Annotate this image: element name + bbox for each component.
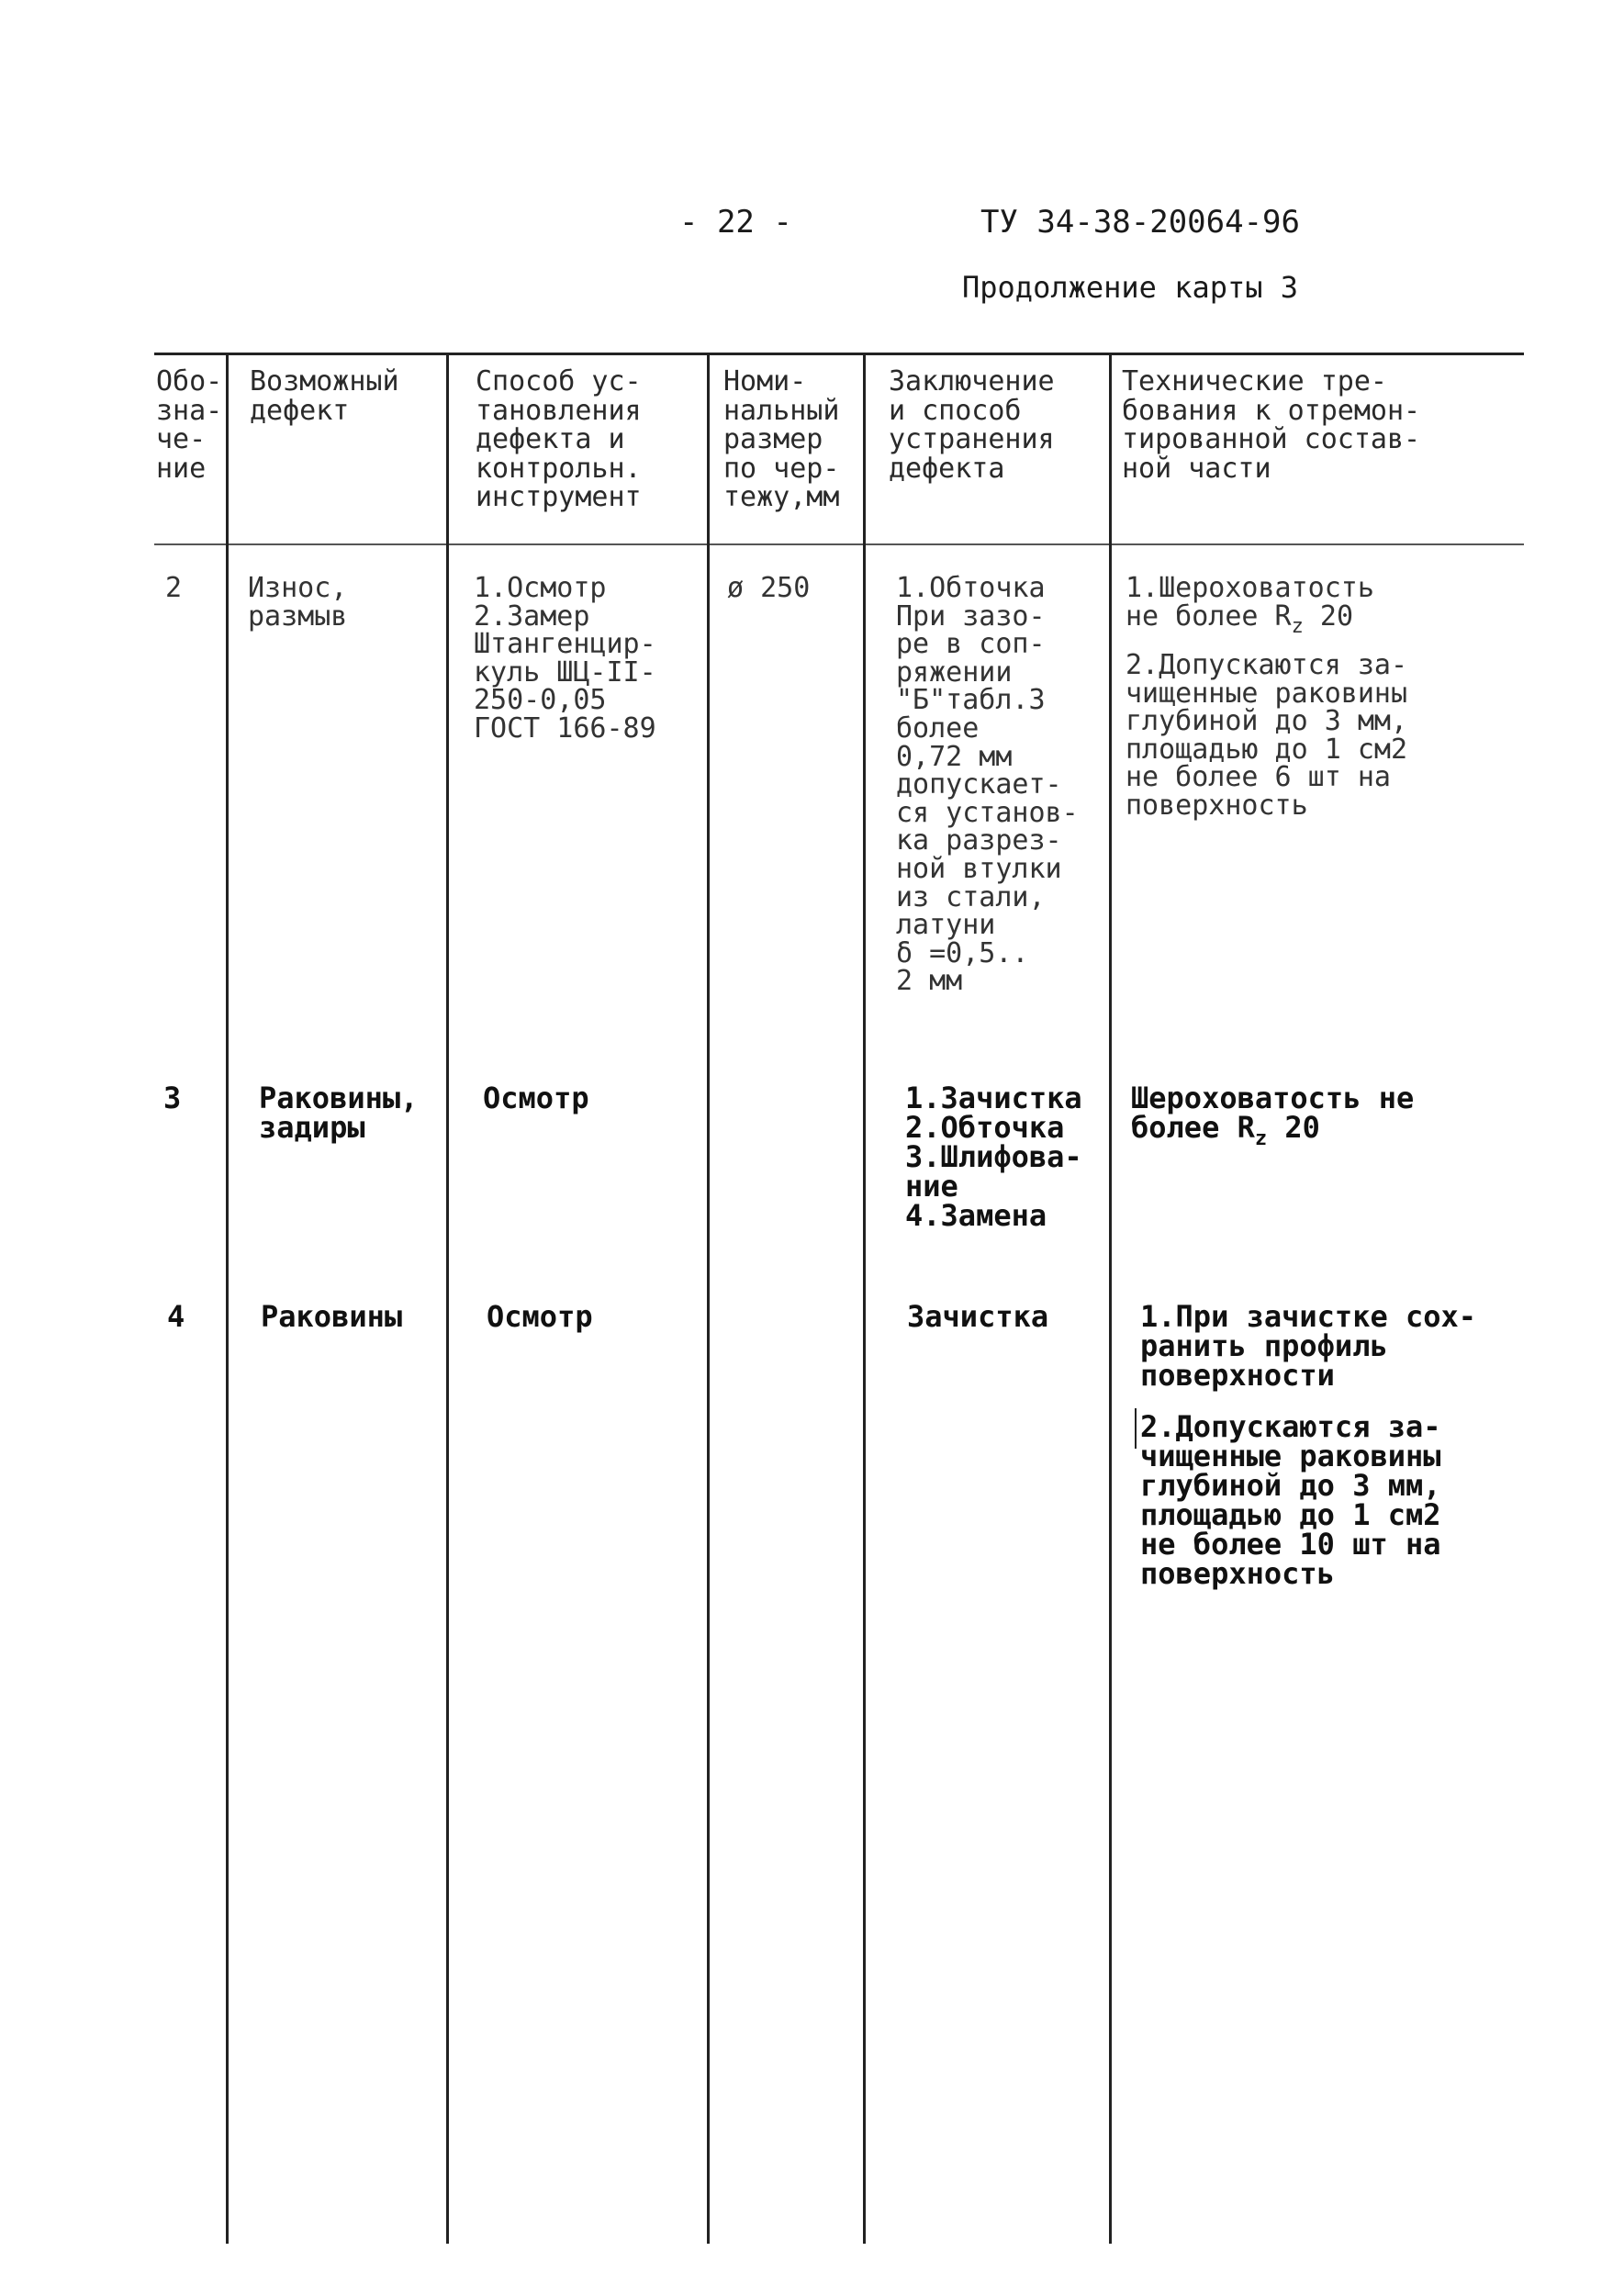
row-designation: 4 — [167, 1299, 185, 1334]
column-header-method: Способ ус- тановления дефекта и контрольн. инструмент — [476, 365, 642, 513]
row-defect: Износ, размыв — [248, 572, 348, 633]
row-method: Осмотр — [483, 1081, 589, 1115]
row-nominal: ø 250 — [727, 572, 811, 604]
margin-mark — [1135, 1408, 1137, 1449]
row-defect: Раковины — [261, 1299, 403, 1334]
row-requirement-1: 1.Шероховатость не более $R_z$ 20 — [1126, 572, 1374, 638]
row-method: Осмотр — [487, 1299, 593, 1334]
column-header-requirements: Технические тре- бования к отремон- тированной состав- ной части — [1122, 365, 1421, 485]
row-defect: Раковины, задиры — [259, 1081, 419, 1145]
column-header-defect: Возможный дефект — [250, 365, 399, 427]
row-remedy: Зачистка — [907, 1299, 1049, 1334]
row-designation: 2 — [165, 572, 183, 604]
row-method: 1.Осмотр 2.Замер Штангенцир- куль ШЦ-II- 250-0,05 ГОСТ 166-89 — [474, 572, 656, 745]
table-top-rule — [154, 353, 1524, 355]
column-header-nominal: Номи- нальный размер по чер- тежу,мм — [723, 365, 840, 513]
row-requirement-1: 1.При зачистке сох- ранить профиль поверхности — [1140, 1299, 1477, 1393]
row-designation: 3 — [163, 1081, 182, 1115]
row-requirement-2: 2.Допускаются за- чищенные раковины глубиной до 3 мм, площадью до 1 см2 не более 6 шт на поверхность — [1126, 649, 1408, 822]
column-divider-3 — [707, 353, 710, 2244]
row-requirement-1: Шероховатость не более $R_z$ 20 — [1131, 1081, 1415, 1150]
page-number: - 22 - — [679, 204, 792, 241]
column-divider-1 — [226, 353, 229, 2244]
column-divider-4 — [863, 353, 866, 2244]
column-header-remedy: Заключение и способ устранения дефекта — [889, 365, 1055, 485]
column-divider-2 — [446, 353, 449, 2244]
document-code: ТУ 34-38-20064-96 — [980, 204, 1300, 241]
column-divider-5 — [1109, 353, 1112, 2244]
column-header-designation: Обо- зна- че- ние — [156, 365, 223, 485]
continuation-label: Продолжение карты 3 — [962, 270, 1299, 305]
row-requirement-2: 2.Допускаются за- чищенные раковины глубиной до 3 мм, площадью до 1 см2 не более 10 шт на поверхность — [1140, 1409, 1441, 1591]
row-remedy: 1.Обточка При зазо- ре в соп- ряжении "Б"табл.3 более 0,72 мм допускает- ся установ- ка разрез- ной втулки из стали, латуни δ =0,5.. 2 мм — [896, 572, 1079, 998]
header-bottom-rule — [154, 543, 1524, 545]
row-remedy: 1.Зачистка 2.Обточка 3.Шлифова- ние 4.Замена — [905, 1081, 1082, 1233]
